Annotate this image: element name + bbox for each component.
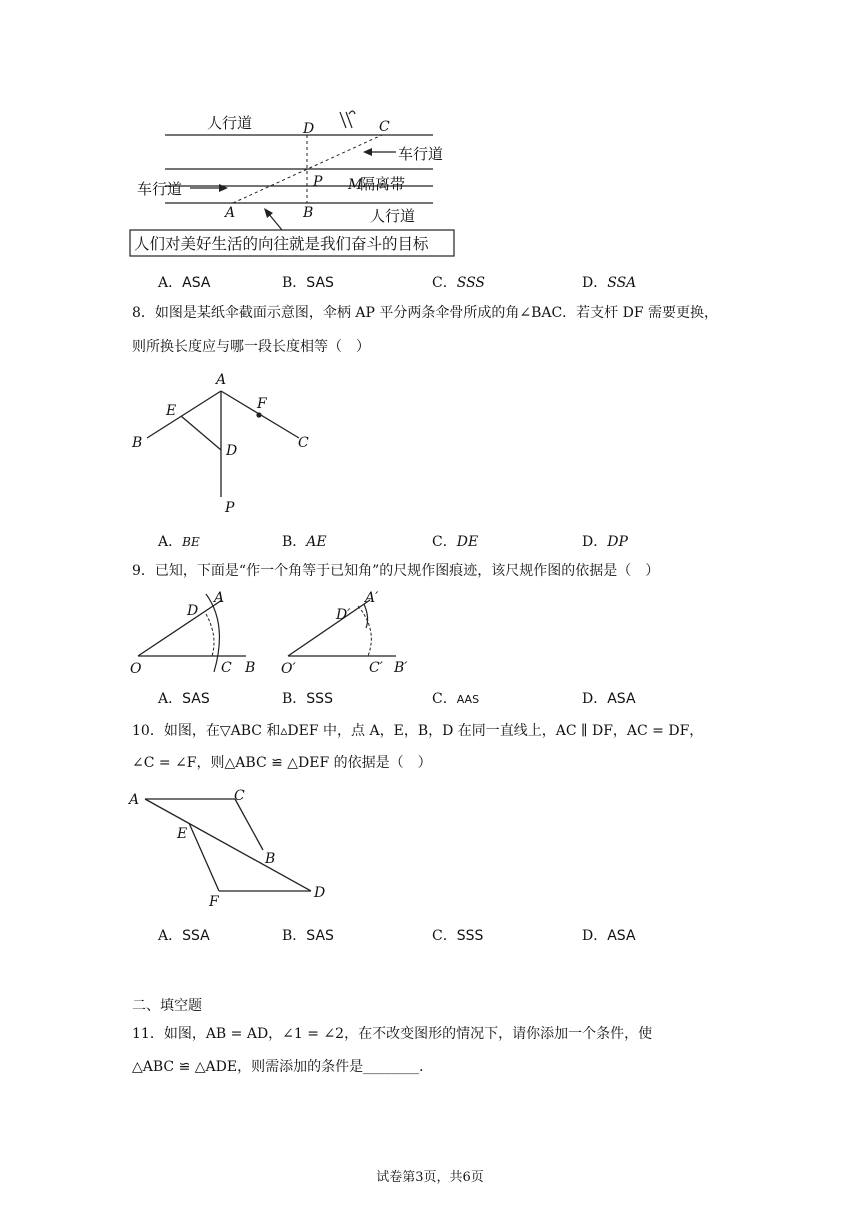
q10-option-b-text: SAS <box>306 928 334 944</box>
point-D: D <box>187 603 199 619</box>
q10-option-d[interactable] <box>582 925 636 945</box>
q10-figure <box>125 785 340 910</box>
q10-option-a-letter: A． <box>158 928 183 944</box>
segment-ED <box>181 416 221 450</box>
q9-option-c-text: AAS <box>456 693 480 706</box>
q10-option-c[interactable] <box>432 925 483 945</box>
q8-option-b[interactable] <box>282 531 327 551</box>
point-B: B <box>245 660 256 676</box>
q9-option-a[interactable] <box>158 688 210 708</box>
point-C: C <box>379 119 390 135</box>
point-E: E <box>177 826 188 842</box>
q7-option-a[interactable] <box>158 272 210 292</box>
slogan-text: 人们对美好生活的向往就是我们奋斗的目标 <box>134 235 429 253</box>
arc-dashed <box>358 606 371 656</box>
q11-stem-line1: 11．如图，AB = AD，∠1 = ∠2，在不改变图形的情况下，请你添加一个条件，使 <box>132 1026 653 1042</box>
q7-option-a-text: ASA <box>182 275 211 291</box>
q10-option-d-letter: D． <box>582 928 608 944</box>
point-D: D <box>226 443 238 459</box>
q10-option-d-text: ASA <box>607 928 636 944</box>
point-C: C <box>298 435 309 451</box>
q8-option-d[interactable] <box>582 531 628 551</box>
point-P: P <box>225 500 235 516</box>
arrow-left-icon <box>363 148 396 156</box>
q8-option-c-text: DE <box>456 534 479 550</box>
q9-angle-figure-right <box>278 588 428 678</box>
sidewalk-bottom-label: 人行道 <box>370 207 416 225</box>
q7-option-c-letter: C． <box>432 275 457 291</box>
lane-left-label: 车行道 <box>137 180 183 198</box>
point-A-prime: A′ <box>365 590 379 606</box>
point-B: B <box>265 851 276 867</box>
q10-option-c-letter: C． <box>432 928 457 944</box>
q9-option-b-letter: B． <box>282 691 307 707</box>
segment-CB <box>235 799 263 850</box>
q8-option-b-text: AE <box>306 534 327 550</box>
q9-option-d-letter: D． <box>582 691 608 707</box>
point-E: E <box>166 403 177 419</box>
point-C-prime: C′ <box>369 660 383 676</box>
q7-option-d-letter: D． <box>582 275 608 291</box>
q7-option-a-letter: A． <box>158 275 183 291</box>
point-B-prime: B′ <box>394 660 408 676</box>
q7-option-d-text: SSA <box>607 275 637 291</box>
point-A: A <box>225 205 236 221</box>
segment-AD <box>145 799 311 891</box>
q7-option-b-letter: B． <box>282 275 307 291</box>
q10-option-b[interactable] <box>282 925 334 945</box>
sidewalk-top-label: 人行道 <box>207 114 253 132</box>
q9-option-b[interactable] <box>282 688 333 708</box>
q8-option-a-letter: A． <box>158 534 183 550</box>
point-A: A <box>129 792 140 808</box>
q10-option-b-letter: B． <box>282 928 307 944</box>
q9-option-a-text: SAS <box>182 691 210 707</box>
q7-option-b[interactable] <box>282 272 334 292</box>
median-label: 隔离带 <box>360 175 406 193</box>
point-D: D <box>303 121 315 137</box>
point-D-prime: D′ <box>336 607 351 623</box>
arc-dashed <box>206 614 214 656</box>
segment-AB <box>147 391 221 438</box>
point-F: F <box>209 894 219 910</box>
q9-stem-line1: 9．已知，下面是“作一个角等于已知角”的尺规作图痕迹，该尺规作图的依据是（ ） <box>132 563 660 579</box>
q11-stem-line2: △ABC ≌ △ADE，则需添加的条件是________． <box>132 1059 434 1075</box>
q10-option-a-text: SSA <box>182 928 210 944</box>
q9-option-c-letter: C． <box>432 691 457 707</box>
point-B: B <box>303 205 314 221</box>
page-footer: 试卷第3页，共6页 <box>376 1170 484 1185</box>
point-F-dot <box>256 412 261 417</box>
q7-road-figure <box>120 100 480 265</box>
q9-option-d[interactable] <box>582 688 636 708</box>
segment-EF <box>189 823 219 891</box>
q7-option-d[interactable] <box>582 272 636 292</box>
point-O-prime: O′ <box>281 661 296 677</box>
point-P: P <box>313 174 323 190</box>
q8-option-c[interactable] <box>432 531 478 551</box>
q9-option-b-text: SSS <box>306 691 333 707</box>
q10-option-a[interactable] <box>158 925 210 945</box>
q8-umbrella-figure <box>128 370 328 520</box>
arrow-up-icon <box>264 208 282 230</box>
section-title: 二、填空题 <box>132 998 202 1014</box>
q8-option-a-text: BE <box>182 535 200 549</box>
q8-option-d-letter: D． <box>582 534 608 550</box>
q7-option-c[interactable] <box>432 272 485 292</box>
q7-option-b-text: SAS <box>306 275 334 291</box>
q8-option-a[interactable] <box>158 531 200 551</box>
point-A: A <box>216 372 227 388</box>
q8-option-b-letter: B． <box>282 534 307 550</box>
q10-option-c-text: SSS <box>456 928 484 944</box>
point-M: M <box>348 177 363 193</box>
pedestrian-icon <box>340 111 355 128</box>
q9-option-a-letter: A． <box>158 691 183 707</box>
q10-stem-line1: 10．如图，在▽ABC 和▵DEF 中，点 A，E，B，D 在同一直线上，AC ∥ DF，AC = DF， <box>132 723 704 739</box>
q8-stem-line2: 则所换长度应与哪一段长度相等（ ） <box>132 339 370 355</box>
point-C: C <box>234 788 245 804</box>
point-C: C <box>221 660 232 676</box>
q9-option-d-text: ASA <box>607 691 636 707</box>
q8-option-d-text: DP <box>607 534 628 550</box>
q9-option-c[interactable] <box>432 688 479 708</box>
point-A: A <box>214 590 225 606</box>
q7-option-c-text: SSS <box>456 275 485 291</box>
q10-stem-line2: ∠C = ∠F，则△ABC ≌ △DEF 的依据是（ ） <box>132 755 432 771</box>
ray-OA <box>138 600 222 656</box>
point-O: O <box>130 661 142 677</box>
point-F: F <box>257 396 267 412</box>
ray-O'A' <box>288 600 370 656</box>
q8-stem-line1: 8．如图是某纸伞截面示意图，伞柄 AP 平分两条伞骨所成的角∠BAC．若支杆 DF 需要更换， <box>132 305 719 321</box>
q9-angle-figure-left <box>128 588 268 678</box>
point-B: B <box>132 435 143 451</box>
q8-option-c-letter: C． <box>432 534 457 550</box>
arrow-right-icon <box>190 184 228 192</box>
lane-right-label: 车行道 <box>398 145 444 163</box>
point-D: D <box>314 885 326 901</box>
